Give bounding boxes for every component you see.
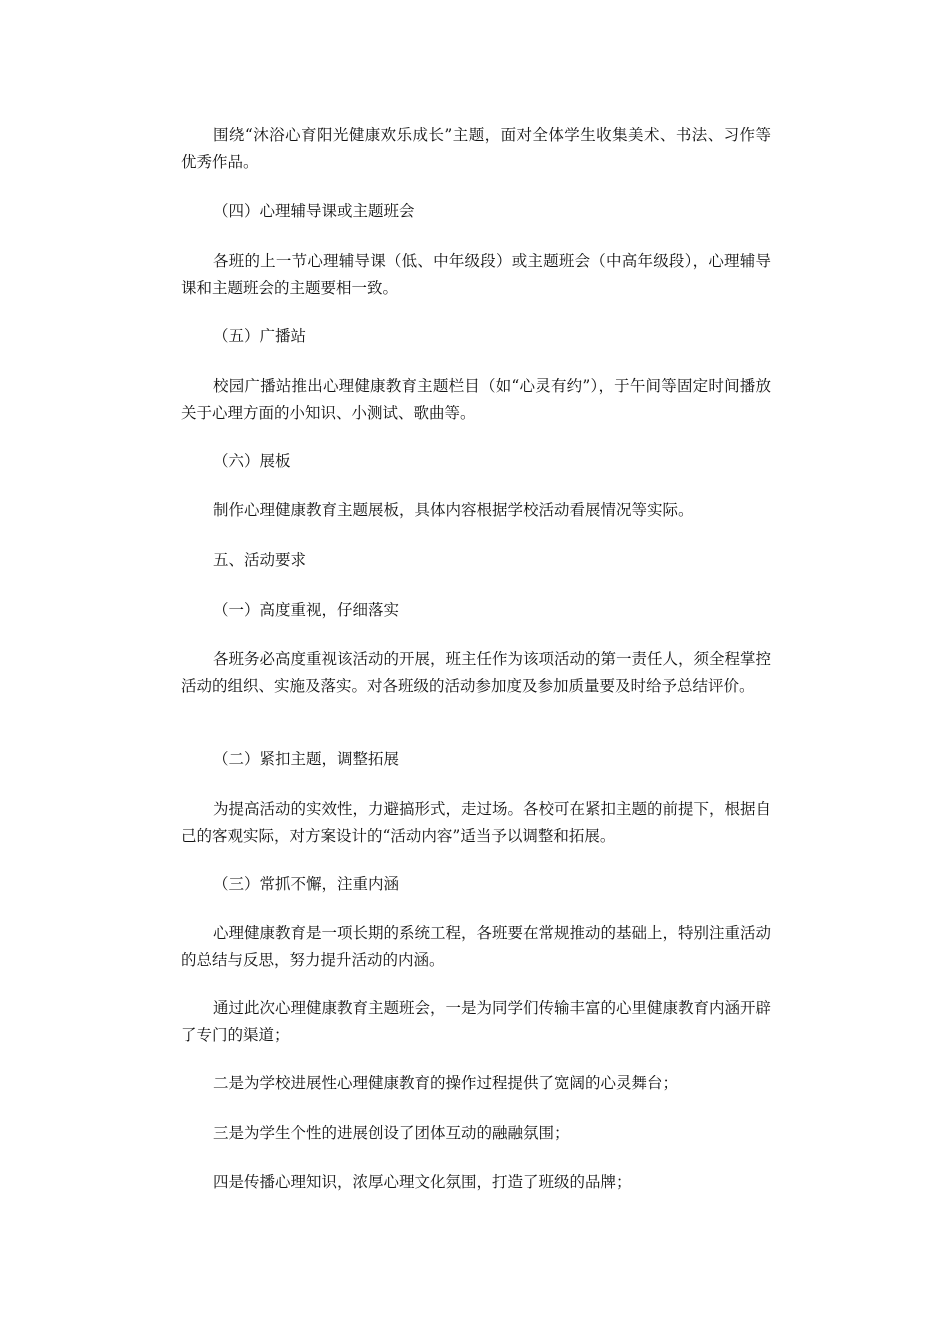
heading-persistence: （三）常抓不懈，注重内涵 xyxy=(213,875,400,893)
paragraph-outcome-four: 四是传播心理知识，浓厚心理文化氛围，打造了班级的品牌； xyxy=(213,1173,632,1191)
paragraph-close-to-theme: 为提高活动的实效性，力避搞形式，走过场。各校可在紧扣主题的前提下，根据自己的客观实际，对方案设计的“活动内容”适当予以调整和拓展。 xyxy=(181,800,772,845)
paragraph-attach-importance: 各班务必高度重视该活动的开展，班主任作为该项活动的第一责任人，须全程掌控活动的组织、实施及落实。对各班级的活动参加度及参加质量要及时给予总结评价。 xyxy=(181,650,772,695)
paragraph-works-collection: 围绕“沐浴心育阳光健康欢乐成长”主题，面对全体学生收集美术、书法、习作等优秀作品。 xyxy=(181,126,771,171)
paragraph-broadcast: 校园广播站推出心理健康教育主题栏目（如“心灵有约”），于午间等固定时间播放关于心理方面的小知识、小测试、歌曲等。 xyxy=(181,377,771,422)
paragraph-persistence: 心理健康教育是一项长期的系统工程，各班要在常规推动的基础上，特别注重活动的总结与反思，努力提升活动的内涵。 xyxy=(181,924,772,969)
paragraph-outcome-one: 通过此次心理健康教育主题班会，一是为同学们传输丰富的心里健康教育内涵开辟了专门的渠道； xyxy=(181,999,772,1044)
paragraph-display-board: 制作心理健康教育主题展板，具体内容根据学校活动看展情况等实际。 xyxy=(213,501,694,519)
paragraph-outcome-two: 二是为学校进展性心理健康教育的操作过程提供了宽阔的心灵舞台； xyxy=(213,1074,679,1092)
heading-attach-importance: （一）高度重视，仔细落实 xyxy=(213,601,400,619)
heading-display-board: （六）展板 xyxy=(213,452,291,470)
heading-broadcast: （五）广播站 xyxy=(213,327,307,345)
paragraph-psych-class: 各班的上一节心理辅导课（低、中年级段）或主题班会（中高年级段），心理辅导课和主题班会的主题要相一致。 xyxy=(181,252,771,297)
heading-activity-requirements: 五、活动要求 xyxy=(213,551,307,569)
heading-close-to-theme: （二）紧扣主题，调整拓展 xyxy=(213,750,400,768)
paragraph-outcome-three: 三是为学生个性的进展创设了团体互动的融融氛围； xyxy=(213,1124,570,1142)
heading-psych-class: （四）心理辅导课或主题班会 xyxy=(213,202,415,220)
